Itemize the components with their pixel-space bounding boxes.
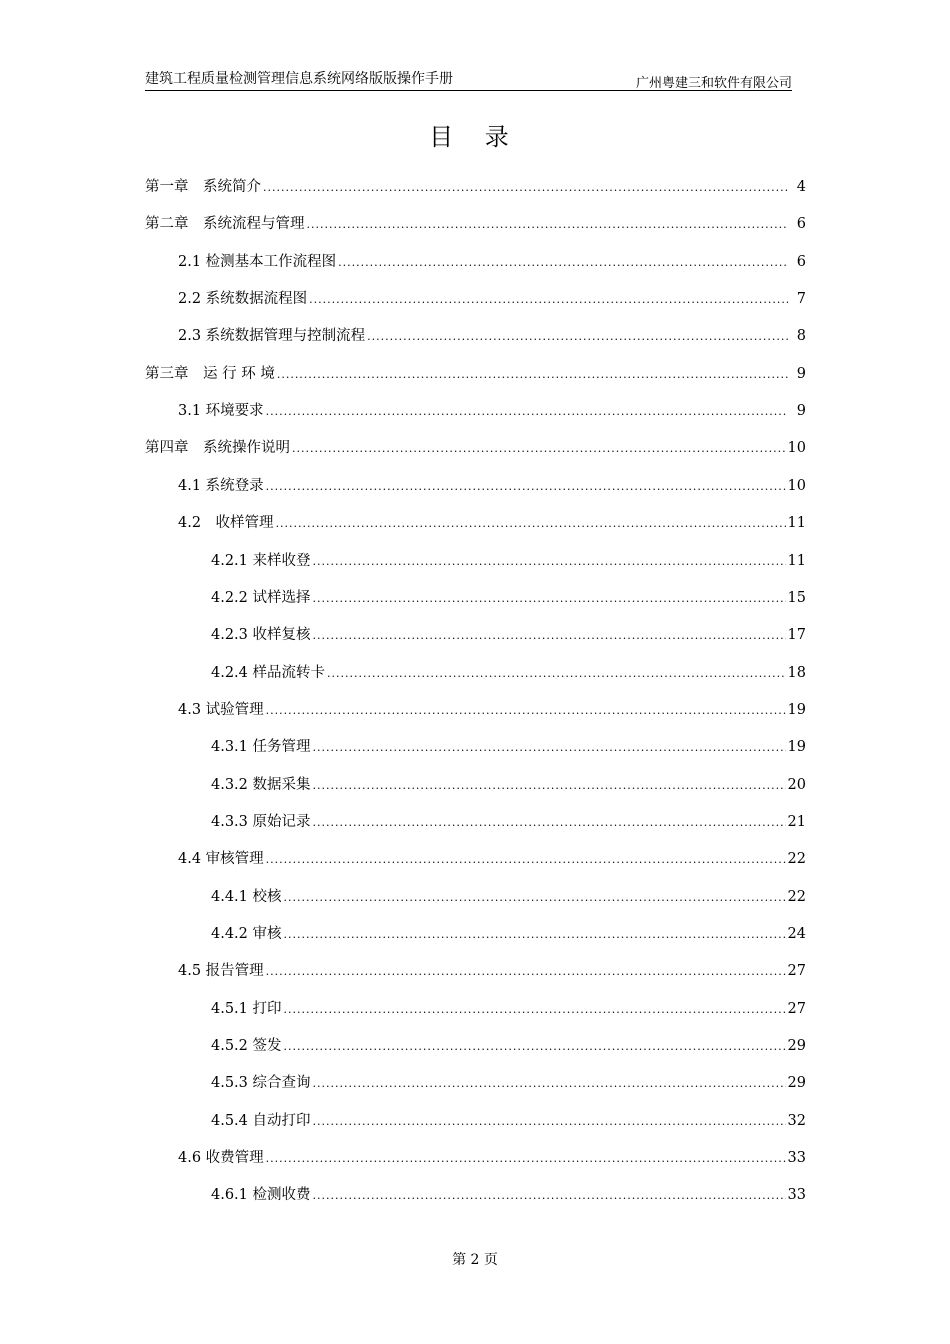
toc-entry-label: 4.4.2 审核 — [211, 926, 282, 942]
toc-entry-label: 第四章 系统操作说明 — [145, 440, 290, 457]
toc-entry[interactable] — [145, 362, 806, 382]
toc-entry-page-number: 22 — [787, 888, 806, 905]
toc-entry-page-number: 19 — [787, 739, 806, 756]
toc-leader-dots — [284, 1003, 786, 1016]
toc-entry[interactable] — [211, 922, 806, 942]
toc-leader-dots — [266, 405, 788, 418]
toc-leader-dots — [313, 629, 786, 642]
toc-entry[interactable] — [145, 212, 806, 232]
toc-leader-dots — [284, 891, 786, 904]
toc-entry-label: 4.2.2 试样选择 — [211, 589, 311, 606]
toc-entry[interactable] — [178, 511, 806, 531]
toc-leader-dots — [266, 853, 786, 866]
toc-entry-page-number: 21 — [787, 813, 806, 830]
toc-entry[interactable] — [178, 959, 806, 979]
toc-leader-dots — [284, 928, 786, 941]
toc-entry-page-number: 9 — [796, 403, 806, 420]
toc-leader-dots — [313, 1189, 786, 1202]
toc-entry-page-number: 27 — [787, 963, 806, 980]
toc-leader-dots — [313, 816, 786, 829]
toc-entry[interactable] — [211, 773, 806, 793]
toc-leader-dots — [284, 1040, 786, 1053]
toc-entry-label: 4.5.4 自动打印 — [211, 1112, 311, 1129]
toc-leader-dots — [266, 480, 786, 493]
toc-entry[interactable] — [211, 1183, 806, 1203]
toc-entry-page-number: 22 — [787, 851, 806, 868]
toc-leader-dots — [266, 965, 786, 978]
toc-entry-label: 4.2.4 样品流转卡 — [211, 664, 326, 681]
toc-entry-label: 第三章 运 行 环 境 — [145, 365, 275, 382]
toc-leader-dots — [307, 218, 789, 231]
toc-entry[interactable] — [178, 474, 806, 494]
toc-entry-label: 第二章 系统流程与管理 — [145, 216, 305, 233]
toc-entry-page-number: 6 — [796, 216, 806, 233]
toc-leader-dots — [276, 517, 786, 530]
toc-entry[interactable] — [211, 735, 806, 755]
toc-leader-dots — [266, 704, 786, 717]
toc-entry-page-number: 29 — [787, 1075, 806, 1092]
toc-leader-dots — [367, 330, 788, 343]
toc-title: 目 录 — [429, 123, 521, 151]
toc-entry-page-number: 33 — [787, 1187, 806, 1204]
toc-entry-label: 2.3 系统数据管理与控制流程 — [178, 328, 366, 345]
toc-leader-dots — [277, 368, 788, 381]
toc-leader-dots — [313, 592, 786, 605]
toc-entry[interactable] — [211, 549, 806, 569]
toc-entry[interactable] — [211, 1109, 806, 1129]
toc-entry-page-number: 29 — [787, 1038, 806, 1055]
toc-leader-dots — [313, 1077, 786, 1090]
toc-leader-dots — [313, 555, 786, 568]
toc-entry[interactable] — [178, 287, 806, 307]
toc-entry-label: 2.1 检测基本工作流程图 — [178, 253, 337, 270]
toc-entry-page-number: 17 — [787, 627, 806, 644]
toc-entry-label: 4.1 系统登录 — [178, 477, 264, 494]
toc-entry-page-number: 15 — [787, 589, 806, 606]
toc-entry-page-number: 8 — [796, 328, 806, 345]
toc-entry-page-number: 27 — [787, 1000, 806, 1017]
toc-leader-dots — [313, 741, 786, 754]
toc-leader-dots — [313, 779, 786, 792]
toc-entry-page-number: 10 — [787, 477, 806, 494]
toc-entry-label: 3.1 环境要求 — [178, 403, 264, 420]
header-company-name: 广州粤建三和软件有限公司 — [635, 76, 792, 91]
toc-entry-label: 4.5.3 综合查询 — [211, 1075, 311, 1092]
toc-entry-label: 4.5 报告管理 — [178, 963, 264, 980]
toc-entry[interactable] — [211, 1034, 806, 1054]
toc-entry-label: 4.4 审核管理 — [178, 851, 264, 868]
toc-leader-dots — [292, 442, 786, 455]
toc-entry-label: 4.3.2 数据采集 — [211, 776, 311, 793]
toc-entry-label: 4.6.1 检测收费 — [211, 1187, 311, 1204]
toc-entry-page-number: 19 — [787, 701, 806, 718]
toc-entry-label: 4.3 试验管理 — [178, 701, 264, 718]
toc-entry[interactable] — [178, 847, 806, 867]
toc-entry-label: 4.4.1 校核 — [211, 888, 282, 905]
toc-entry[interactable] — [211, 810, 806, 830]
toc-entry-label: 4.3.1 任务管理 — [211, 739, 311, 756]
toc-entry[interactable] — [178, 1146, 806, 1166]
toc-entry[interactable] — [211, 586, 806, 606]
toc-leader-dots — [327, 667, 786, 680]
page-header — [145, 70, 792, 91]
toc-entry-label: 4.2 收样管理 — [178, 515, 274, 532]
toc-entry-page-number: 6 — [796, 253, 806, 270]
toc-entry-label: 4.5.1 打印 — [211, 1000, 282, 1017]
toc-entry[interactable] — [211, 1071, 806, 1091]
toc-entry-page-number: 20 — [787, 776, 806, 793]
page-footer: 第 2 页 — [452, 1252, 498, 1268]
toc-entry-label: 4.3.3 原始记录 — [211, 813, 311, 830]
toc-entry-page-number: 24 — [787, 926, 806, 942]
toc-entry-page-number: 7 — [796, 291, 806, 308]
toc-entry-page-number: 18 — [787, 664, 806, 681]
header-document-title: 建筑工程质量检测管理信息系统网络版版操作手册 — [145, 71, 453, 87]
toc-entry-label: 第一章 系统简介 — [145, 179, 261, 195]
toc-entry-page-number: 32 — [787, 1112, 806, 1129]
toc-entry-label: 2.2 系统数据流程图 — [178, 291, 308, 308]
toc-entry[interactable] — [211, 885, 806, 905]
toc-entry[interactable] — [178, 250, 806, 270]
toc-leader-dots — [263, 181, 788, 194]
toc-leader-dots — [313, 1115, 786, 1128]
toc-entry-page-number: 4 — [796, 179, 806, 195]
toc-entry[interactable] — [178, 698, 806, 718]
toc-entry[interactable] — [145, 175, 806, 195]
toc-entry-label: 4.2.3 收样复核 — [211, 627, 311, 644]
toc-entry[interactable] — [211, 997, 806, 1017]
toc-entry-page-number: 33 — [787, 1150, 806, 1167]
toc-entry-page-number: 11 — [787, 515, 806, 532]
toc-entry[interactable] — [145, 436, 806, 456]
toc-entry-label: 4.5.2 签发 — [211, 1038, 282, 1055]
toc-entry-label: 4.6 收费管理 — [178, 1150, 264, 1167]
toc-entry-label: 4.2.1 来样收登 — [211, 552, 311, 569]
toc-entry[interactable] — [211, 623, 806, 643]
toc-entry-page-number: 10 — [787, 440, 806, 457]
toc-leader-dots — [338, 256, 788, 269]
toc-entry[interactable] — [211, 661, 806, 681]
toc-entry-page-number: 11 — [787, 552, 806, 569]
toc-leader-dots — [266, 1152, 786, 1165]
toc-entry[interactable] — [178, 399, 806, 419]
toc-entry[interactable] — [178, 324, 806, 344]
toc-entry-page-number: 9 — [796, 365, 806, 382]
toc-leader-dots — [309, 293, 788, 306]
